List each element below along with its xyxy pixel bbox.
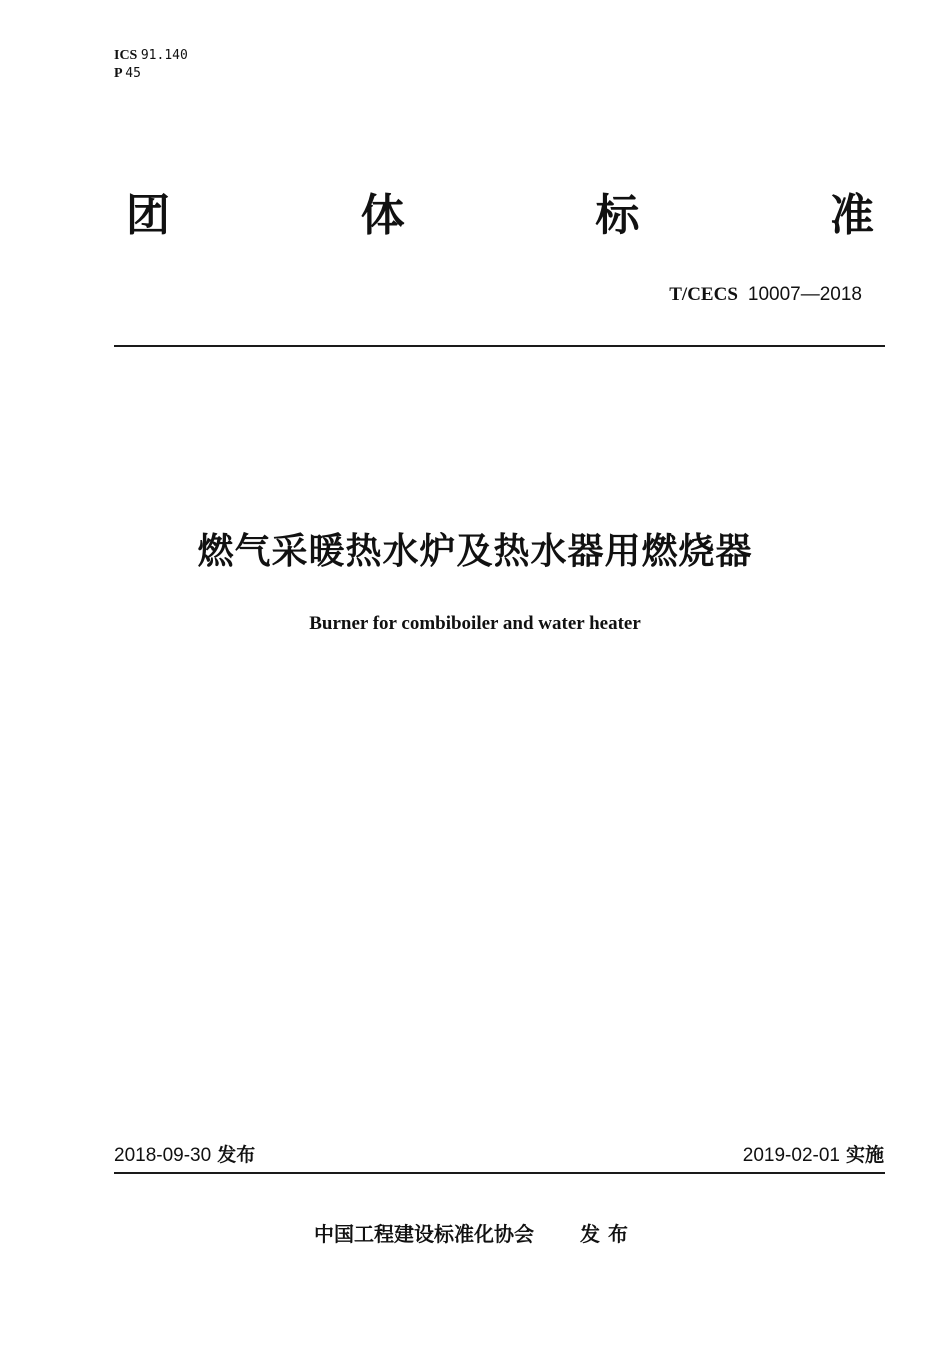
standard-number — [669, 282, 862, 307]
standard-org-code: T/CECS — [669, 284, 738, 305]
implementation-date-label: 实施 — [845, 1144, 884, 1166]
standard-type-char: 团 — [126, 190, 170, 241]
issue-date-label: 发布 — [217, 1144, 256, 1166]
ccs-code: 45 — [125, 66, 141, 81]
publisher-label: 发布 — [580, 1222, 636, 1246]
title-chinese: 燃气采暖热水炉及热水器用燃烧器 — [197, 531, 753, 572]
standard-type-heading — [126, 188, 874, 244]
implementation-date — [743, 1143, 884, 1168]
issue-date-value: 2018-09-30 — [114, 1145, 212, 1166]
top-divider — [114, 345, 885, 347]
implementation-date-value: 2019-02-01 — [742, 1145, 840, 1166]
standard-type-char: 体 — [360, 190, 405, 241]
bottom-divider — [114, 1172, 885, 1174]
ics-line — [114, 47, 188, 65]
standard-number-value: 10007—2018 — [747, 284, 862, 305]
ccs-label: P — [114, 66, 122, 81]
publisher — [0, 1221, 950, 1247]
issue-date — [114, 1143, 255, 1168]
standard-type-char: 准 — [829, 190, 874, 241]
publisher-name: 中国工程建设标准化协会 — [314, 1222, 534, 1246]
ccs-line — [114, 65, 188, 83]
ics-code: 91.140 — [140, 48, 188, 63]
classification-codes — [114, 47, 188, 83]
title-english: Burner for combiboiler and water heater — [309, 613, 641, 634]
ics-label: ICS — [114, 48, 138, 63]
standard-type-char: 标 — [595, 190, 640, 241]
